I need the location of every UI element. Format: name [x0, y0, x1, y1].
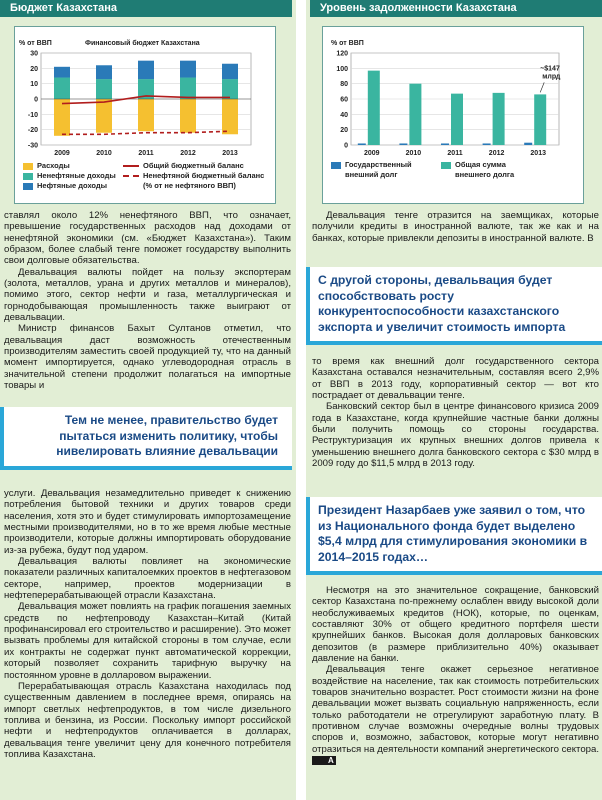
paragraph: услуги. Девальвация незамедлительно приведет к снижению потребления бытовой техники и других товаров среди населения, хотя это и будет стимулировать импортозамещение местными производителями, но в то же время любые местные производители, которые должны импортировать оборудование из-за рубежа, будут под ударом.	[4, 488, 291, 556]
bar-oil-revenue	[54, 67, 70, 78]
y-tick-label: 0	[34, 96, 38, 104]
paragraph: Министр финансов Бахыт Султанов отметил, что девальвация даст возможность отечественным производителям заместить своей продукцией ту, что на данный момент импортируется, однако углеводородная отрасль в значительной степени продолжит полагаться на импортные товары и	[4, 323, 291, 392]
paragraph: Девальвация валюты пойдет на пользу экспортерам (золота, металлов, урана и других металлов и минералов), помимо этого, сектор нефти и газа, металлургическая и горнодобывающая промышленность также выиграют от девальвации.	[4, 266, 291, 324]
bar-oil-revenue	[138, 61, 154, 79]
x-tick-label: 2009	[54, 150, 70, 157]
bar-total-debt	[409, 84, 421, 145]
bar-gov-debt	[399, 143, 407, 145]
x-tick-label: 2011	[138, 150, 154, 157]
bar-oil-revenue	[222, 64, 238, 79]
legend-total-balance	[123, 161, 264, 171]
bar-total-debt	[451, 94, 463, 145]
bar-gov-debt	[358, 143, 366, 145]
legend-total-debt-2	[441, 170, 514, 180]
section-header-debt: Уровень задолженности Казахстана	[310, 0, 602, 17]
x-tick-label: 2010	[405, 150, 422, 157]
legend-label: Нефтяные доходы	[37, 181, 108, 190]
right-column-top	[312, 210, 599, 244]
annotation-unit: млрд	[542, 73, 561, 81]
x-tick-label: 2011	[447, 150, 463, 157]
legend-swatch-total-debt	[441, 162, 451, 169]
legend-label: Ненефтяные доходы	[37, 171, 116, 180]
bar-total-debt	[534, 94, 546, 145]
y-tick-label: 40	[340, 111, 348, 119]
bar-expenses	[180, 99, 196, 133]
paragraph-text: Девальвация тенге окажет серьезное негативное воздействие на население, так как стоимость потребительских товаров значительно возрастет. Рост стоимости жизни на фоне девальвации может вызвать социальную напряженность, если только работодатели не отрегулируют заработную плату. В противном случае возможны очередные волны трудовых споров и, возможно, забастовок, которые могут негативно отразиться на деятельности компаний энергетического сектора.	[312, 664, 599, 755]
x-tick-label: 2013	[530, 150, 546, 157]
legend-gov-debt	[331, 160, 412, 170]
bar-oil-revenue	[180, 61, 196, 78]
legend-line-solid	[123, 165, 139, 167]
end-mark-icon: A	[312, 756, 336, 765]
bar-total-debt	[368, 71, 380, 145]
legend-label: Государственный	[345, 160, 412, 169]
legend-swatch-expenses	[23, 163, 33, 170]
paragraph: Перерабатывающая отрасль Казахстана находилась под существенным давлением в последнее время, опираясь на импорт светлых нефтепродуктов, в том числе дизельного топлива и бензина, из России. Поскольку импорт российской нефти и нефтепродуктов оплачивается в долларах, девальвация тенге увеличит цену для конечного потребителя топлива Казахстана.	[4, 680, 291, 760]
bar-nonoil-revenue	[222, 79, 238, 99]
legend-label: Расходы	[37, 161, 70, 170]
x-tick-label: 2009	[364, 150, 380, 157]
y-tick-label: 100	[336, 65, 348, 73]
bar-oil-revenue	[96, 65, 112, 79]
right-column-bottom	[312, 585, 599, 767]
paragraph: Девальвация тенге отразится на заемщиках, которые получили кредиты в иностранной валюте, так же как и на банках, которые привлекли депозиты в иностранной валюте. В	[312, 210, 599, 244]
legend-label: Общий бюджетный баланс	[143, 161, 244, 170]
bar-gov-debt	[483, 143, 491, 145]
budget-legend-col1	[23, 161, 116, 191]
legend-line-dashed	[123, 175, 139, 177]
y-tick-label: 20	[340, 127, 348, 135]
legend-swatch-oil	[23, 183, 33, 190]
column-divider	[296, 0, 306, 800]
legend-expenses	[23, 161, 116, 171]
y-tick-label: 80	[340, 81, 348, 89]
right-column-mid	[312, 356, 599, 469]
paragraph: то время как внешний долг государственного сектора Казахстана оставался незначительным, составляя всего 2,9% от ВВП в 2013 году, корпоративный сектор — вот кто пострадает от девальвации тенге.	[312, 356, 599, 402]
bar-gov-debt	[441, 143, 449, 145]
x-tick-label: 2012	[180, 150, 196, 157]
section-header-budget: Бюджет Казахстана	[0, 0, 292, 17]
bar-gov-debt	[524, 143, 532, 145]
left-column-top	[4, 210, 291, 392]
bar-expenses	[96, 99, 112, 133]
paragraph: Несмотря на это значительное сокращение, банковский сектор Казахстана по-прежнему ослаблен ввиду высокой доли необслуживаемых кредитов (НОК), которые, по оценкам, составляют 30% от общего кредитного портфеля шести крупнейших банков. Высокая доля долларовых банковских депозитов (в размере приблизительно 40%) оказывает давление на банки.	[312, 585, 599, 665]
left-column-bottom	[4, 488, 291, 760]
legend-swatch-nonoil	[23, 173, 33, 180]
bar-nonoil-revenue	[54, 78, 70, 99]
y-tick-label: -20	[27, 127, 38, 135]
paragraph: Банковский сектор был в центре финансового кризиса 2009 года в Казахстане, когда крупнейшие частные банки должны были получить помощь со стороны государства. Реструктуризация их крупных внешних долгов привела к уменьшению внешнего долга банковского сектора с $30 млрд в 2009 году до $11,5 млрд в 2013 году.	[312, 401, 599, 470]
bar-expenses	[54, 99, 70, 136]
x-tick-label: 2012	[488, 150, 505, 157]
pull-quote-national-fund: Президент Назарбаев уже заявил о том, что из Национального фонда будет выделено $5,4 млрд для стимулирования экономики в 2014–2015 годах…	[306, 497, 602, 575]
y-tick-label: 30	[30, 50, 38, 58]
x-tick-label: 2013	[222, 150, 238, 157]
legend-label: (% от не нефтяного ВВП)	[143, 181, 236, 190]
debt-legend-col2	[441, 160, 514, 180]
budget-legend-col2	[123, 161, 264, 191]
x-tick-label: 2010	[96, 150, 112, 157]
bar-expenses	[222, 99, 238, 134]
bar-nonoil-revenue	[96, 79, 112, 99]
legend-label: Общая сумма	[455, 160, 506, 169]
y-axis-label: % от ВВП	[331, 40, 364, 47]
legend-nonoil-balance	[123, 171, 264, 181]
annotation-value: ~$147	[540, 65, 560, 73]
paragraph: ставлял около 12% ненефтяного ВВП, что означает, превышение государственных расходов над доходами от ненефтяной экономики (см. «Бюджет Казахстана»). Таким образом, более слабый тенге поможет государству выполнить свои долговые обязательства.	[4, 210, 291, 267]
legend-label: внешнего долга	[455, 170, 515, 179]
legend-total-debt	[441, 160, 514, 170]
pull-quote-policy: Тем не менее, правительство будет пытаться изменить политику, чтобы нивелировать влияние девальвации	[0, 407, 292, 470]
chart-title: Финансовый бюджет Казахстана	[85, 40, 200, 47]
paragraph: Девальвация валюты повлияет на экономические показатели различных капиталоемких проектов в нефтегазовом секторе, например, проектов модернизации в нефтеперерабатывающей отрасли Казахстана.	[4, 556, 291, 602]
paragraph	[312, 664, 599, 766]
bar-total-debt	[493, 93, 505, 145]
legend-nonoil-balance-note	[123, 181, 264, 191]
bar-nonoil-revenue	[180, 78, 196, 99]
y-tick-label: -30	[27, 142, 38, 150]
y-tick-label: 60	[340, 96, 348, 104]
debt-legend-col1	[331, 160, 412, 180]
y-tick-label: 20	[30, 65, 38, 73]
y-tick-label: 10	[30, 81, 38, 89]
y-axis-label: % от ВВП	[19, 40, 52, 47]
paragraph: Девальвация может повлиять на график погашения заемных средств по нефтепроводу Казахстан–Китай (Китай профинансировал его строительство и расширение). Это может вызвать проблемы для китайской стороны в том случае, если их контракты не содержат пункт автоматической коррекции, который позволяет сохранить тарифную выручку на постоянном уровне в долларовом выражении.	[4, 601, 291, 681]
y-tick-label: 120	[336, 50, 348, 58]
pull-quote-competitiveness: С другой стороны, девальвация будет способствовать росту конкурентоспособности казахстанского экспорта и увеличит стоимость импорта	[306, 267, 602, 345]
legend-nonoil-revenue	[23, 171, 116, 181]
legend-label: внешний долг	[345, 170, 398, 179]
legend-oil-revenue	[23, 181, 116, 191]
y-tick-label: -10	[27, 111, 38, 119]
y-tick-label: 0	[344, 142, 348, 150]
legend-gov-debt-2	[331, 170, 412, 180]
bar-expenses	[138, 99, 154, 131]
debt-chart	[322, 26, 584, 204]
legend-swatch-gov-debt	[331, 162, 341, 169]
budget-chart	[14, 26, 276, 204]
legend-label: Ненефтяной бюджетный баланс	[143, 171, 265, 180]
